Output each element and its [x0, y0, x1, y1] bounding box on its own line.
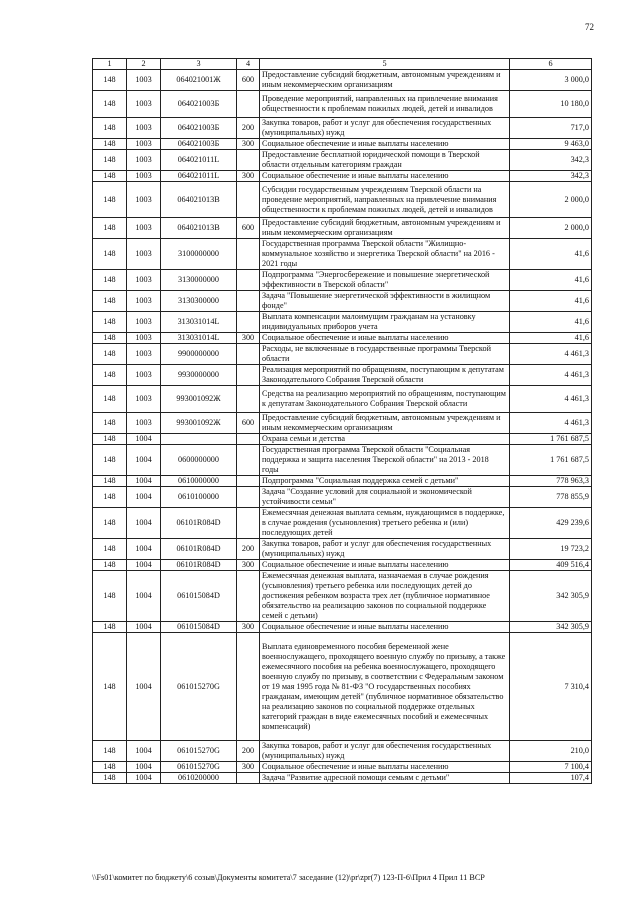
cell-chapter-code: 148 — [93, 560, 127, 571]
cell-amount: 4 461,3 — [510, 413, 592, 434]
cell-chapter-code: 148 — [93, 434, 127, 445]
table-row — [93, 365, 592, 386]
cell-amount: 778 963,3 — [510, 476, 592, 487]
cell-amount: 41,6 — [510, 270, 592, 291]
cell-chapter-code: 148 — [93, 445, 127, 476]
header-col-1: 1 — [93, 59, 127, 70]
cell-description: Социальное обеспечение и иные выплаты населению — [260, 139, 510, 150]
cell-chapter-code: 148 — [93, 571, 127, 622]
cell-description: Средства на реализацию мероприятий по обращениям, поступающим к депутатам Законодательного Собрания Тверской области — [260, 386, 510, 413]
table-row — [93, 70, 592, 91]
cell-target-article: 061015270G — [161, 762, 237, 773]
cell-section-code: 1003 — [127, 171, 161, 182]
cell-expense-type: 200 — [237, 118, 260, 139]
cell-target-article: 993001092Ж — [161, 413, 237, 434]
cell-target-article: 061015270G — [161, 741, 237, 762]
cell-expense-type — [237, 508, 260, 539]
cell-target-article: 061015084D — [161, 571, 237, 622]
cell-chapter-code: 148 — [93, 413, 127, 434]
cell-expense-type — [237, 312, 260, 333]
cell-target-article: 0610100000 — [161, 487, 237, 508]
cell-chapter-code: 148 — [93, 118, 127, 139]
cell-description: Закупка товаров, работ и услуг для обеспечения государственных (муниципальных) нужд — [260, 539, 510, 560]
cell-chapter-code: 148 — [93, 270, 127, 291]
cell-section-code: 1004 — [127, 773, 161, 784]
cell-expense-type — [237, 91, 260, 118]
cell-target-article: 9900000000 — [161, 344, 237, 365]
table-row — [93, 487, 592, 508]
cell-section-code: 1004 — [127, 560, 161, 571]
cell-amount: 41,6 — [510, 312, 592, 333]
table-row — [93, 344, 592, 365]
cell-chapter-code: 148 — [93, 539, 127, 560]
cell-chapter-code: 148 — [93, 139, 127, 150]
cell-section-code: 1004 — [127, 508, 161, 539]
cell-section-code: 1003 — [127, 91, 161, 118]
cell-chapter-code: 148 — [93, 182, 127, 218]
cell-section-code: 1003 — [127, 118, 161, 139]
table-row — [93, 560, 592, 571]
cell-section-code: 1004 — [127, 539, 161, 560]
cell-description: Социальное обеспечение и иные выплаты населению — [260, 762, 510, 773]
cell-section-code: 1004 — [127, 487, 161, 508]
cell-chapter-code: 148 — [93, 386, 127, 413]
cell-section-code: 1004 — [127, 476, 161, 487]
header-col-6: 6 — [510, 59, 592, 70]
table-row — [93, 291, 592, 312]
table-row — [93, 622, 592, 633]
cell-target-article: 3130300000 — [161, 291, 237, 312]
table-row — [93, 182, 592, 218]
cell-chapter-code: 148 — [93, 70, 127, 91]
table-row — [93, 508, 592, 539]
cell-amount: 4 461,3 — [510, 365, 592, 386]
cell-section-code: 1003 — [127, 218, 161, 239]
cell-chapter-code: 148 — [93, 633, 127, 741]
cell-amount: 429 239,6 — [510, 508, 592, 539]
cell-amount: 19 723,2 — [510, 539, 592, 560]
cell-chapter-code: 148 — [93, 476, 127, 487]
cell-section-code: 1003 — [127, 270, 161, 291]
table-row — [93, 333, 592, 344]
cell-chapter-code: 148 — [93, 291, 127, 312]
cell-target-article: 061015084D — [161, 622, 237, 633]
cell-section-code: 1003 — [127, 344, 161, 365]
cell-description: Субсидии государственным учреждениям Тверской области на проведение мероприятий, направленных на привлечение внимания общественности к проблемам пожилых людей, детей и инвалидов — [260, 182, 510, 218]
cell-section-code: 1003 — [127, 312, 161, 333]
cell-expense-type: 600 — [237, 70, 260, 91]
cell-expense-type — [237, 434, 260, 445]
table-body — [93, 70, 592, 784]
cell-amount: 107,4 — [510, 773, 592, 784]
cell-target-article: 9930000000 — [161, 365, 237, 386]
cell-expense-type: 300 — [237, 171, 260, 182]
cell-chapter-code: 148 — [93, 762, 127, 773]
cell-description: Социальное обеспечение и иные выплаты населению — [260, 171, 510, 182]
cell-chapter-code: 148 — [93, 171, 127, 182]
cell-section-code: 1003 — [127, 150, 161, 171]
cell-amount: 9 463,0 — [510, 139, 592, 150]
cell-amount: 41,6 — [510, 239, 592, 270]
cell-amount: 2 000,0 — [510, 218, 592, 239]
cell-description: Государственная программа Тверской области "Жилищно-коммунальное хозяйство и энергетика Тверской области" на 2016 - 2021 годы — [260, 239, 510, 270]
cell-amount: 210,0 — [510, 741, 592, 762]
cell-chapter-code: 148 — [93, 91, 127, 118]
cell-expense-type — [237, 571, 260, 622]
cell-section-code: 1004 — [127, 762, 161, 773]
table-row — [93, 386, 592, 413]
cell-target-article: 993001092Ж — [161, 386, 237, 413]
cell-target-article: 3130000000 — [161, 270, 237, 291]
cell-chapter-code: 148 — [93, 741, 127, 762]
cell-target-article: 064021011L — [161, 171, 237, 182]
cell-description: Предоставление субсидий бюджетным, автономным учреждениям и иным некоммерческим организациям — [260, 70, 510, 91]
cell-target-article: 06101R084D — [161, 508, 237, 539]
cell-amount: 1 761 687,5 — [510, 434, 592, 445]
cell-description: Расходы, не включенные в государственные программы Тверской области — [260, 344, 510, 365]
cell-section-code: 1003 — [127, 139, 161, 150]
cell-section-code: 1004 — [127, 741, 161, 762]
cell-target-article: 06101R084D — [161, 539, 237, 560]
cell-expense-type: 600 — [237, 413, 260, 434]
cell-expense-type — [237, 476, 260, 487]
cell-description: Охрана семьи и детства — [260, 434, 510, 445]
cell-section-code: 1003 — [127, 291, 161, 312]
table-row — [93, 539, 592, 560]
cell-section-code: 1003 — [127, 182, 161, 218]
cell-expense-type: 300 — [237, 139, 260, 150]
table-row — [93, 312, 592, 333]
cell-chapter-code: 148 — [93, 150, 127, 171]
cell-target-article: 06101R084D — [161, 560, 237, 571]
cell-chapter-code: 148 — [93, 773, 127, 784]
cell-expense-type — [237, 633, 260, 741]
table-row — [93, 139, 592, 150]
cell-expense-type — [237, 150, 260, 171]
cell-amount: 342,3 — [510, 150, 592, 171]
cell-chapter-code: 148 — [93, 508, 127, 539]
cell-description: Задача "Создание условий для социальной и экономической устойчивости семьи" — [260, 487, 510, 508]
cell-chapter-code: 148 — [93, 365, 127, 386]
cell-description: Социальное обеспечение и иные выплаты населению — [260, 622, 510, 633]
cell-section-code: 1004 — [127, 571, 161, 622]
cell-description: Подпрограмма "Энергосбережение и повышение энергетической эффективности в Тверской области" — [260, 270, 510, 291]
cell-expense-type: 300 — [237, 560, 260, 571]
cell-target-article: 064021011L — [161, 150, 237, 171]
cell-expense-type — [237, 239, 260, 270]
cell-amount: 7 310,4 — [510, 633, 592, 741]
cell-section-code: 1004 — [127, 633, 161, 741]
table-row — [93, 434, 592, 445]
cell-amount: 717,0 — [510, 118, 592, 139]
cell-target-article: 061015270G — [161, 633, 237, 741]
cell-target-article: 064021013В — [161, 182, 237, 218]
cell-amount: 41,6 — [510, 291, 592, 312]
table-row — [93, 118, 592, 139]
cell-chapter-code: 148 — [93, 344, 127, 365]
cell-target-article: 0600000000 — [161, 445, 237, 476]
cell-description: Задача "Развитие адресной помощи семьям с детьми" — [260, 773, 510, 784]
footer-file-path: \\Fs01\комитет по бюджету\6 созыв\Документы комитета\7 заседание (12)\pr\zpr(7) 123-П-6\Прил 4 Прил 11 ВСР — [92, 873, 485, 882]
cell-target-article: 064021003Б — [161, 139, 237, 150]
header-col-5: 5 — [260, 59, 510, 70]
cell-section-code: 1003 — [127, 70, 161, 91]
cell-description: Ежемесячная денежная выплата семьям, нуждающимся в поддержке, в случае рождения (усыновления) третьего ребенка и (или) последующих детей — [260, 508, 510, 539]
page-number: 72 — [585, 22, 594, 32]
cell-chapter-code: 148 — [93, 333, 127, 344]
cell-amount: 409 516,4 — [510, 560, 592, 571]
table-row — [93, 571, 592, 622]
cell-section-code: 1004 — [127, 445, 161, 476]
table-header-row — [93, 59, 592, 70]
cell-description: Закупка товаров, работ и услуг для обеспечения государственных (муниципальных) нужд — [260, 118, 510, 139]
cell-target-article: 064021003Б — [161, 118, 237, 139]
cell-expense-type — [237, 386, 260, 413]
table-row — [93, 218, 592, 239]
cell-section-code: 1003 — [127, 386, 161, 413]
cell-description: Проведение мероприятий, направленных на привлечение внимания общественности к проблемам пожилых людей, детей и инвалидов — [260, 91, 510, 118]
table-row — [93, 741, 592, 762]
cell-expense-type: 300 — [237, 762, 260, 773]
table-row — [93, 91, 592, 118]
cell-description: Социальное обеспечение и иные выплаты населению — [260, 560, 510, 571]
cell-section-code: 1004 — [127, 434, 161, 445]
table-row — [93, 773, 592, 784]
header-col-4: 4 — [237, 59, 260, 70]
cell-expense-type — [237, 365, 260, 386]
cell-description: Выплата компенсации малоимущим гражданам на установку индивидуальных приборов учета — [260, 312, 510, 333]
cell-expense-type — [237, 487, 260, 508]
cell-target-article: 3100000000 — [161, 239, 237, 270]
cell-section-code: 1004 — [127, 622, 161, 633]
cell-description: Реализация мероприятий по обращениям, поступающим к депутатам Законодательного Собрания Тверской области — [260, 365, 510, 386]
table-row — [93, 633, 592, 741]
table-row — [93, 150, 592, 171]
table-row — [93, 762, 592, 773]
table-row — [93, 476, 592, 487]
cell-chapter-code: 148 — [93, 218, 127, 239]
cell-expense-type: 300 — [237, 333, 260, 344]
cell-amount: 342 305,9 — [510, 622, 592, 633]
cell-chapter-code: 148 — [93, 239, 127, 270]
cell-expense-type — [237, 773, 260, 784]
cell-amount: 2 000,0 — [510, 182, 592, 218]
header-col-2: 2 — [127, 59, 161, 70]
cell-target-article: 064021013В — [161, 218, 237, 239]
cell-amount: 41,6 — [510, 333, 592, 344]
cell-amount: 342 305,9 — [510, 571, 592, 622]
cell-amount: 342,3 — [510, 171, 592, 182]
cell-target-article: 064021001Ж — [161, 70, 237, 91]
cell-amount: 4 461,3 — [510, 386, 592, 413]
cell-amount: 1 761 687,5 — [510, 445, 592, 476]
cell-section-code: 1003 — [127, 365, 161, 386]
cell-description: Социальное обеспечение и иные выплаты населению — [260, 333, 510, 344]
cell-target-article: 064021003Б — [161, 91, 237, 118]
cell-amount: 10 180,0 — [510, 91, 592, 118]
header-col-3: 3 — [161, 59, 237, 70]
cell-section-code: 1003 — [127, 333, 161, 344]
cell-description: Предоставление бесплатной юридической помощи в Тверской области отдельным категориям граждан — [260, 150, 510, 171]
cell-target-article: 313031014L — [161, 333, 237, 344]
table-row — [93, 445, 592, 476]
budget-table — [92, 58, 592, 784]
table-row — [93, 239, 592, 270]
cell-expense-type — [237, 182, 260, 218]
cell-section-code: 1003 — [127, 239, 161, 270]
cell-expense-type: 300 — [237, 622, 260, 633]
cell-target-article: 313031014L — [161, 312, 237, 333]
cell-amount: 7 100,4 — [510, 762, 592, 773]
cell-section-code: 1003 — [127, 413, 161, 434]
cell-description: Государственная программа Тверской области "Социальная поддержка и защита населения Тверской области" на 2013 - 2018 годы — [260, 445, 510, 476]
cell-description: Ежемесячная денежная выплата, назначаемая в случае рождения (усыновления) третьего ребенка или последующих детей до достижения ребенком возраста трех лет (публичное нормативное обязательство на реализацию законов по социальной поддержке семей с детьми) — [260, 571, 510, 622]
cell-description: Подпрограмма "Социальная поддержка семей с детьми" — [260, 476, 510, 487]
cell-expense-type: 200 — [237, 741, 260, 762]
cell-amount: 778 855,9 — [510, 487, 592, 508]
cell-description: Предоставление субсидий бюджетным, автономным учреждениям и иным некоммерческим организациям — [260, 413, 510, 434]
cell-expense-type: 600 — [237, 218, 260, 239]
table-row — [93, 270, 592, 291]
cell-chapter-code: 148 — [93, 312, 127, 333]
table-row — [93, 171, 592, 182]
cell-amount: 4 461,3 — [510, 344, 592, 365]
cell-target-article: 0610000000 — [161, 476, 237, 487]
cell-expense-type — [237, 445, 260, 476]
cell-expense-type: 200 — [237, 539, 260, 560]
cell-amount: 3 000,0 — [510, 70, 592, 91]
cell-description: Предоставление субсидий бюджетным, автономным учреждениям и иным некоммерческим организациям — [260, 218, 510, 239]
cell-expense-type — [237, 344, 260, 365]
cell-target-article: 0610200000 — [161, 773, 237, 784]
cell-description: Задача "Повышение энергетической эффективности в жилищном фонде" — [260, 291, 510, 312]
cell-expense-type — [237, 270, 260, 291]
table-row — [93, 413, 592, 434]
cell-chapter-code: 148 — [93, 622, 127, 633]
cell-description: Закупка товаров, работ и услуг для обеспечения государственных (муниципальных) нужд — [260, 741, 510, 762]
cell-target-article — [161, 434, 237, 445]
cell-chapter-code: 148 — [93, 487, 127, 508]
cell-expense-type — [237, 291, 260, 312]
cell-description: Выплата единовременного пособия беременной жене военнослужащего, проходящего военную службу по призыву, а также ежемесячного пособия на ребенка военнослужащего, проходящего военную службу по призыву, в соответствии с Федеральным законом от 19 мая 1995 года № 81-ФЗ "О государственных пособиях гражданам, имеющим детей" (публичное нормативное обязательство на реализацию законов по социальной поддержке отдельных категорий граждан в виде ежемесячных пособий и ежемесячных компенсаций) — [260, 633, 510, 741]
